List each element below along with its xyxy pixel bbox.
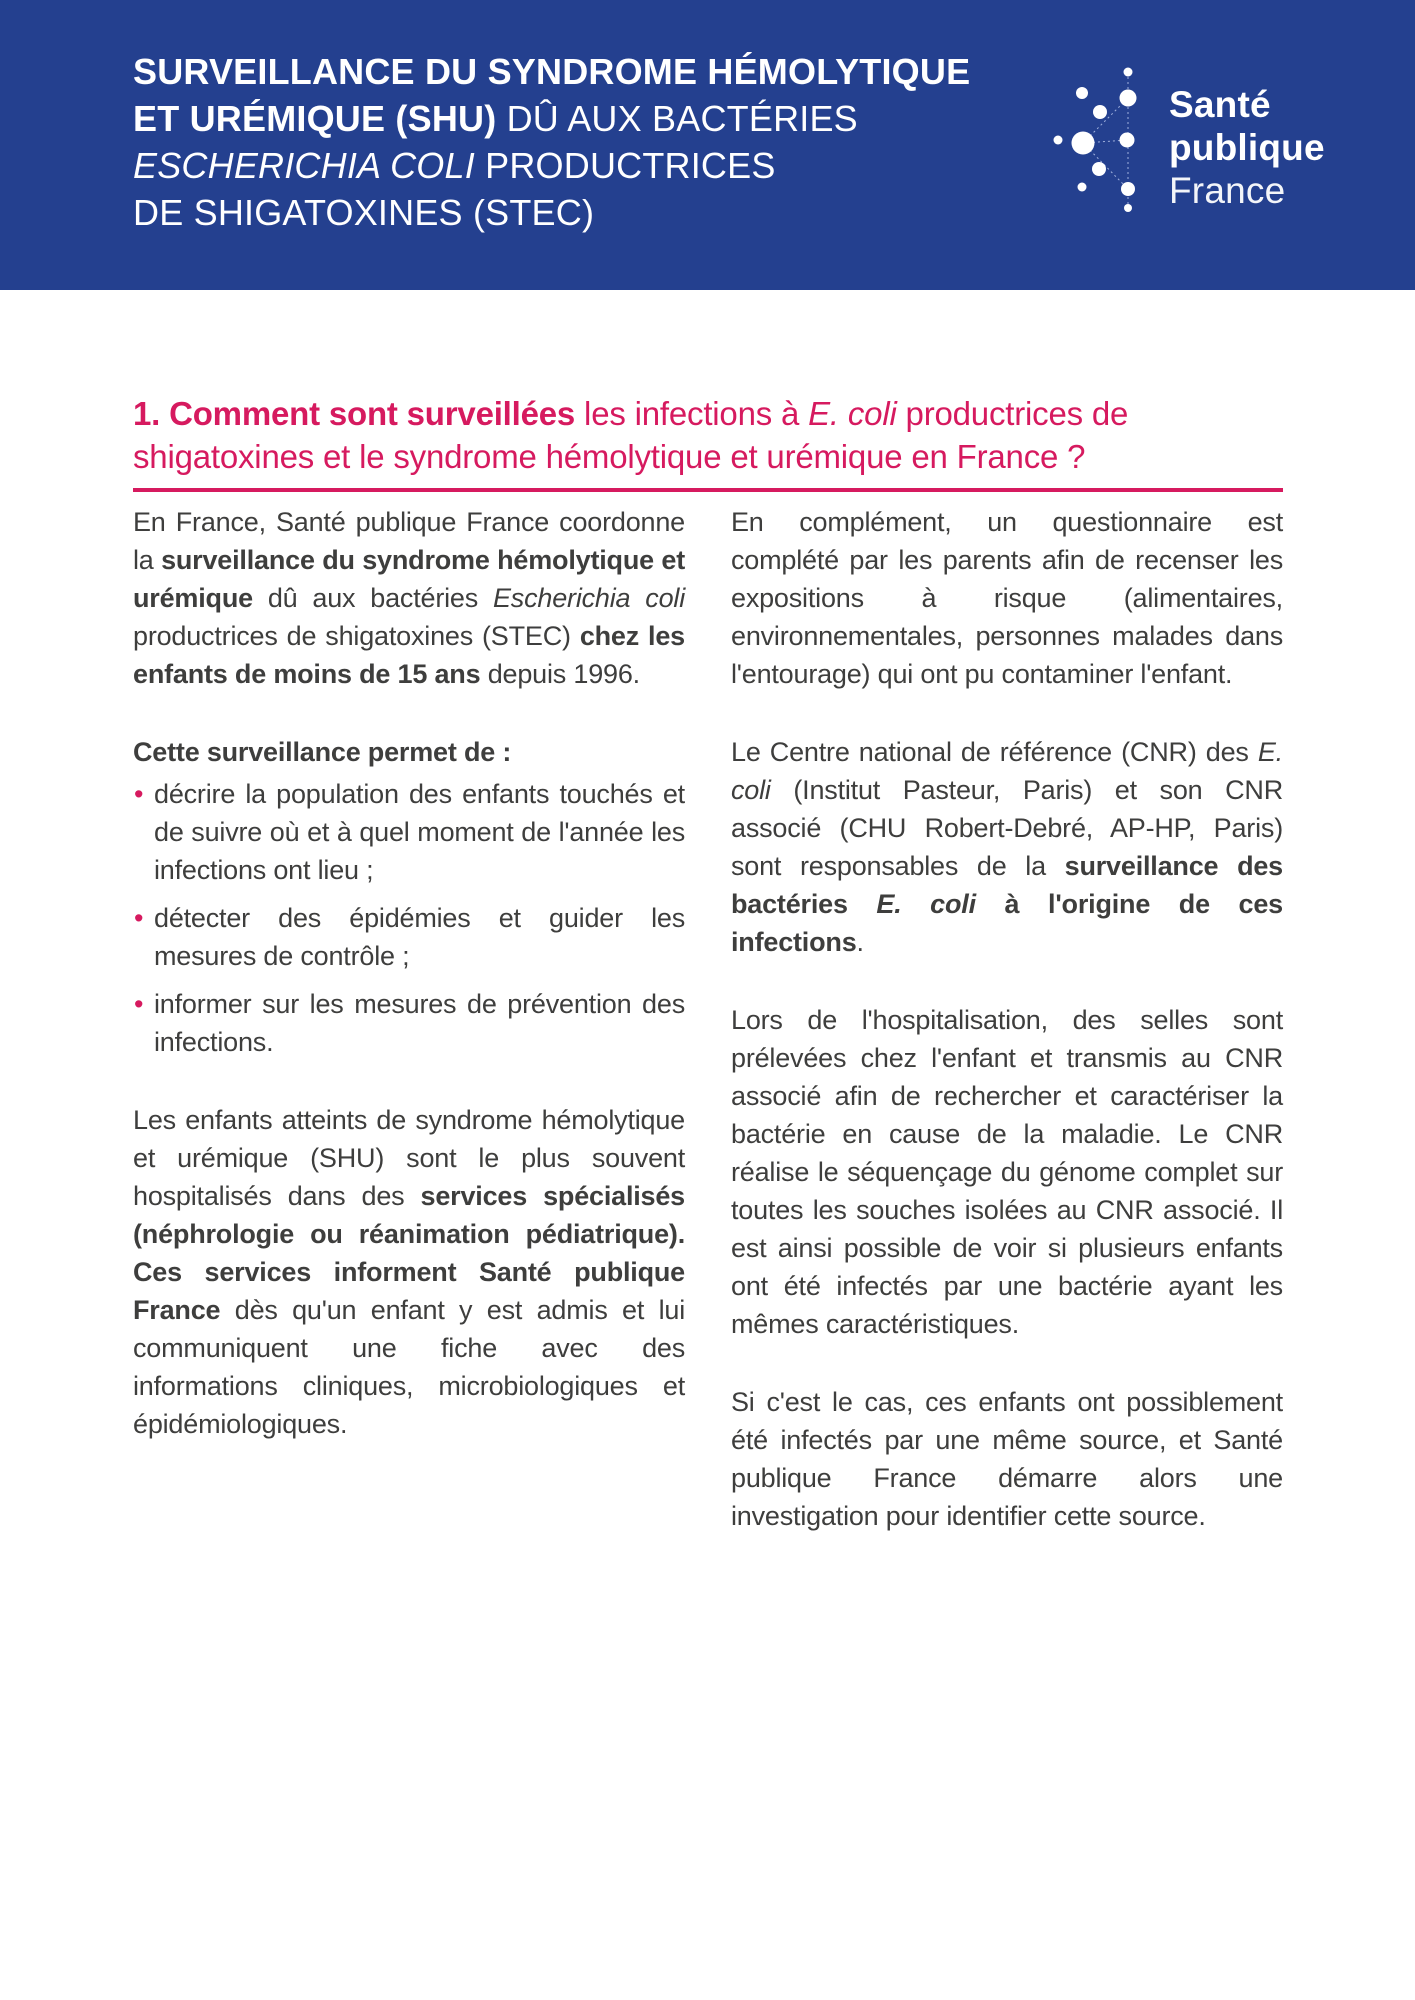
logo-dots-icon	[1035, 55, 1155, 215]
logo-wordmark	[1169, 83, 1325, 212]
document-title	[133, 48, 970, 236]
paragraph-sequencage: Lors de l'hospitalisation, des selles sont prélevées chez l'enfant et transmis au CNR associé afin de rechercher et caractériser la bactérie en cause de la maladie. Le CNR réalise le séquençage du génome complet sur toutes les souches isolées au CNR associé. Il est ainsi possible de voir si plusieurs enfants ont été infectés par une bactérie ayant les mêmes caractéristiques.	[731, 1005, 1283, 1339]
title-line: ET URÉMIQUE (SHU) DÛ AUX BACTÉRIES	[133, 98, 858, 139]
title-line: SURVEILLANCE DU SYNDROME HÉMOLYTIQUE	[133, 51, 971, 92]
title-line: ESCHERICHIA COLI PRODUCTRICES	[133, 145, 776, 186]
paragraph-cnr: Le Centre national de référence (CNR) des E. coli (Institut Pasteur, Paris) et son CNR associé (CHU Robert-Debré, AP-HP, Paris) sont responsables de la surveillance des bactéries E. coli à l'origine de ces infections.	[731, 737, 1283, 957]
left-column	[133, 503, 685, 1575]
right-column	[731, 503, 1283, 1575]
sante-publique-france-logo	[1035, 55, 1325, 215]
list-item: • détecter des épidémies et guider les mesures de contrôle ;	[133, 899, 685, 975]
paragraph-bullet-intro: Cette surveillance permet de :	[133, 737, 512, 767]
logo-word-france: France	[1169, 170, 1286, 211]
list-item: • décrire la population des enfants touchés et de suivre où et à quel moment de l'année les infections ont lieu ;	[133, 775, 685, 889]
header-banner	[0, 0, 1415, 290]
logo-word-sante: Santé	[1169, 84, 1271, 125]
surveillance-goals-list	[133, 775, 685, 1061]
paragraph-investigation: Si c'est le cas, ces enfants ont possiblement été infectés par une même source, et Santé publique France démarre alors une investigation pour identifier cette source.	[731, 1387, 1283, 1531]
title-line: DE SHIGATOXINES (STEC)	[133, 192, 595, 233]
list-item: • informer sur les mesures de prévention des infections.	[133, 985, 685, 1061]
section-heading: 1. Comment sont surveillées les infections à E. coli productrices de shigatoxines et le syndrome hémolytique et urémique en France ?	[133, 392, 1283, 492]
body-columns	[133, 503, 1283, 1575]
logo-word-publique: publique	[1169, 127, 1325, 168]
paragraph-questionnaire: En complément, un questionnaire est complété par les parents afin de recenser les expositions à risque (alimentaires, environnementales, personnes malades dans l'entourage) qui ont pu contaminer l'enfant.	[731, 507, 1283, 689]
paragraph-hospitalisation: Les enfants atteints de syndrome hémolytique et urémique (SHU) sont le plus souvent hospitalisés dans des services spécialisés (néphrologie ou réanimation pédiatrique). Ces services informent Santé publique France dès qu'un enfant y est admis et lui communiquent une fiche avec des informations cliniques, microbiologiques et épidémiologiques.	[133, 1105, 686, 1439]
paragraph-surveillance-intro: En France, Santé publique France coordonne la surveillance du syndrome hémolytique et urémique dû aux bactéries Escherichia coli productrices de shigatoxines (STEC) chez les enfants de moins de 15 ans depuis 1996.	[133, 507, 685, 689]
